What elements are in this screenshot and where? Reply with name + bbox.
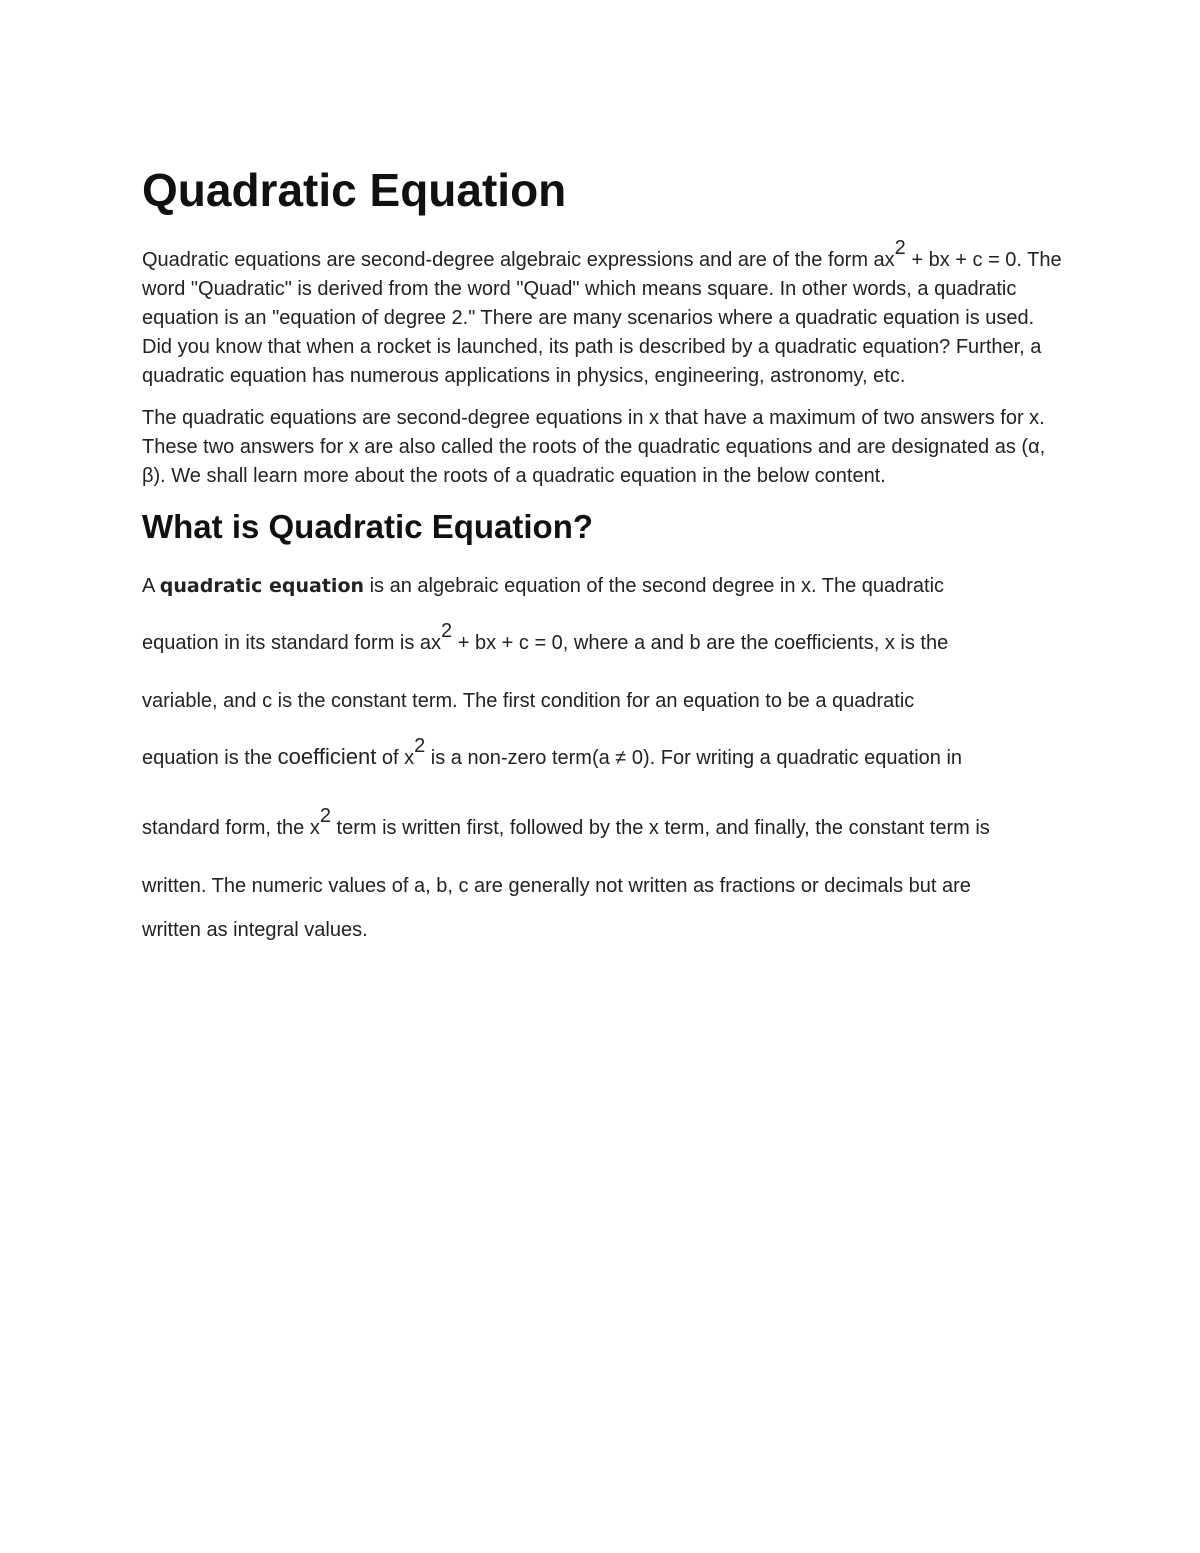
intro-paragraph-2: The quadratic equations are second-degree equations in x that have a maximum of two answers for x. These two answers for x are also called the roots of the quadratic equations and are designated as (α, β). We shall learn more about the roots of a quadratic equation in the below content. [142,407,1046,487]
definition-line-7: written as integral values. [142,919,368,941]
superscript-2: 2 [319,805,331,827]
definition-paragraph [142,571,1062,945]
superscript-2: 2 [441,620,453,642]
bold-term: quadratic equation [159,575,365,597]
document-page [142,160,1062,945]
definition-line-1: A quadratic equation is an algebraic equation of the second degree in x. The quadratic [142,575,945,597]
coefficient-word: coefficient [277,744,377,769]
intro-text-b: + bx + c = 0. The word "Quadratic" is derived from the word "Quad" which means square. In other words, a quadratic equation is an "equation of degree 2." There are many scenarios where a quadratic equation is used. Did you know that when a rocket is launched, its path is described by a quadratic equation? Further, a quadratic equation has numerous applications in physics, engineering, astronomy, etc. [142,249,1062,387]
superscript-2: 2 [894,237,906,259]
intro-text-a: Quadratic equations are second-degree algebraic expressions and are of the form ax [142,249,895,271]
definition-line-5: standard form, the $x^2$ term is written first, followed by the x term, and finally, the constant term is [142,805,990,839]
definition-line-6: written. The numeric values of a, b, c are generally not written as fractions or decimals but are [142,875,971,897]
definition-line-3: variable, and c is the constant term. The first condition for an equation to be a quadratic [142,690,915,712]
superscript-2: 2 [414,735,426,757]
definition-line-4: equation is the coefficient of $x^2$ is a non-zero term(a ≠ 0). For writing a quadratic equation in [142,735,963,769]
section-heading: What is Quadratic Equation? [142,508,594,545]
intro-paragraph-1 [142,237,1062,391]
definition-line-2: equation in its standard form is $ax^2$ + bx + c = 0, where a and b are the coefficients, x is the [142,620,949,654]
page-title: Quadratic Equation [142,164,567,216]
